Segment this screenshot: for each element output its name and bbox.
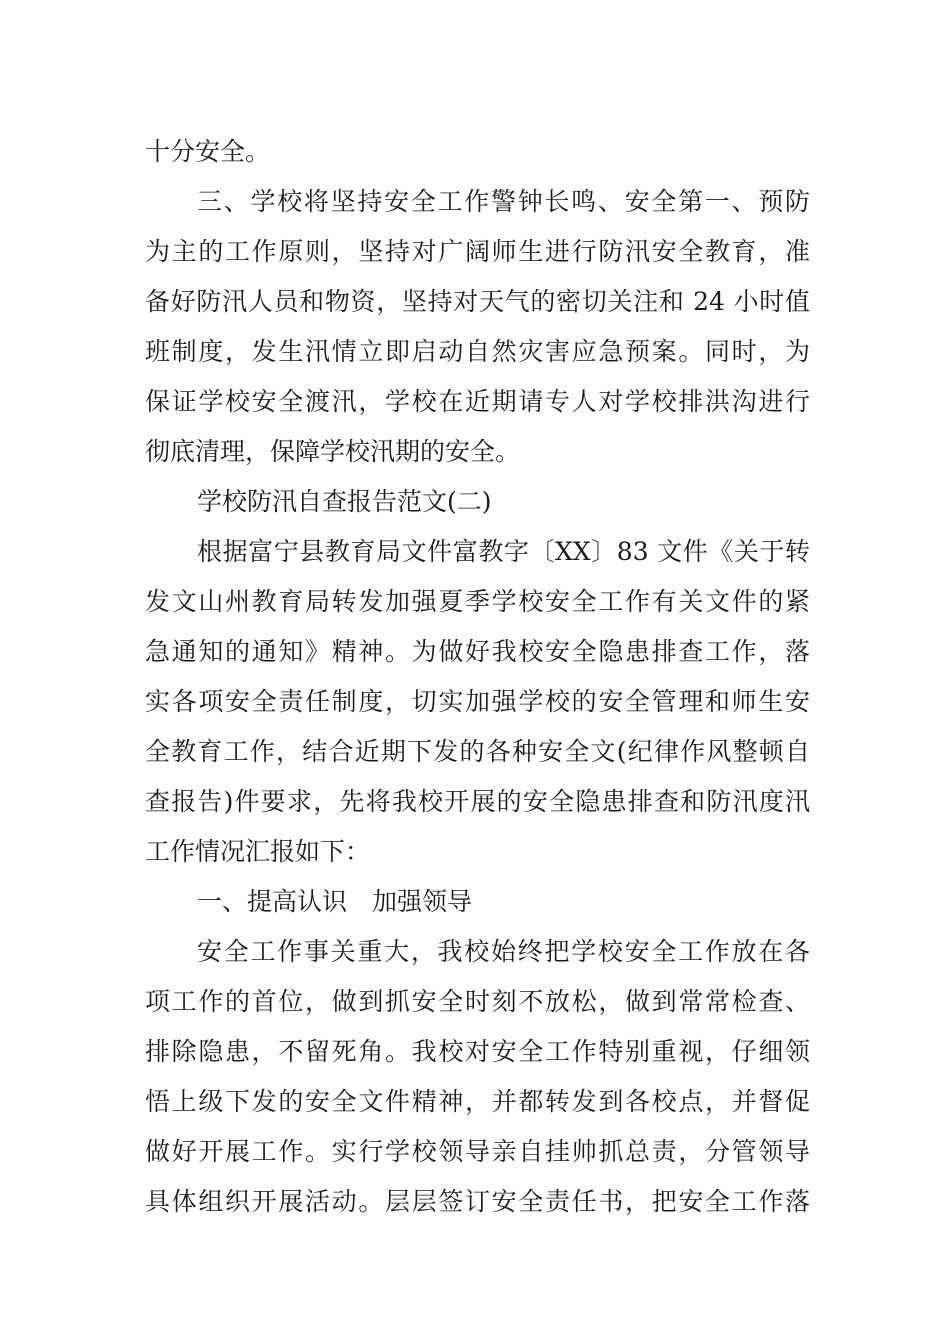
document-body: [145, 127, 810, 1227]
text-line: 保证学校安全渡汛，学校在近期请专人对学校排洪沟进行: [145, 387, 810, 416]
text-line: 悟上级下发的安全文件精神，并都转发到各校点，并督促: [145, 1087, 810, 1116]
text-line: 班制度，发生汛情立即启动自然灾害应急预案。同时，为: [145, 337, 810, 366]
text-line: 项工作的首位，做到抓安全时刻不放松，做到常常检查、: [145, 987, 810, 1016]
text-line: 急通知的通知》精神。为做好我校安全隐患排查工作，落: [145, 637, 810, 666]
text-line: 备好防汛人员和物资，坚持对天气的密切关注和 24 小时值: [145, 287, 810, 316]
text-line: 三、学校将坚持安全工作警钟长鸣、安全第一、预防: [197, 187, 810, 216]
text-line: 学校防汛自查报告范文(二): [197, 487, 492, 516]
text-line: 一、提高认识 加强领导: [197, 887, 473, 916]
text-line: 安全工作事关重大，我校始终把学校安全工作放在各: [197, 937, 810, 966]
text-line: 发文山州教育局转发加强夏季学校安全工作有关文件的紧: [145, 587, 810, 616]
text-line: 具体组织开展活动。层层签订安全责任书，把安全工作落: [145, 1187, 810, 1216]
text-line: 工作情况汇报如下：: [145, 837, 371, 866]
text-line: 全教育工作，结合近期下发的各种安全文(纪律作风整顿自: [145, 737, 810, 766]
text-line: 根据富宁县教育局文件富教字〔XX〕83 文件《关于转: [197, 537, 810, 566]
text-line: 实各项安全责任制度，切实加强学校的安全管理和师生安: [145, 687, 810, 716]
text-line: 排除隐患，不留死角。我校对安全工作特别重视，仔细领: [145, 1037, 810, 1066]
text-line: 十分安全。: [145, 137, 271, 166]
text-line: 彻底清理，保障学校汛期的安全。: [145, 437, 521, 466]
text-line: 查报告)件要求，先将我校开展的安全隐患排查和防汛度汛: [145, 787, 810, 816]
text-line: 做好开展工作。实行学校领导亲自挂帅抓总责，分管领导: [145, 1137, 810, 1166]
text-line: 为主的工作原则，坚持对广阔师生进行防汛安全教育，准: [145, 237, 810, 266]
